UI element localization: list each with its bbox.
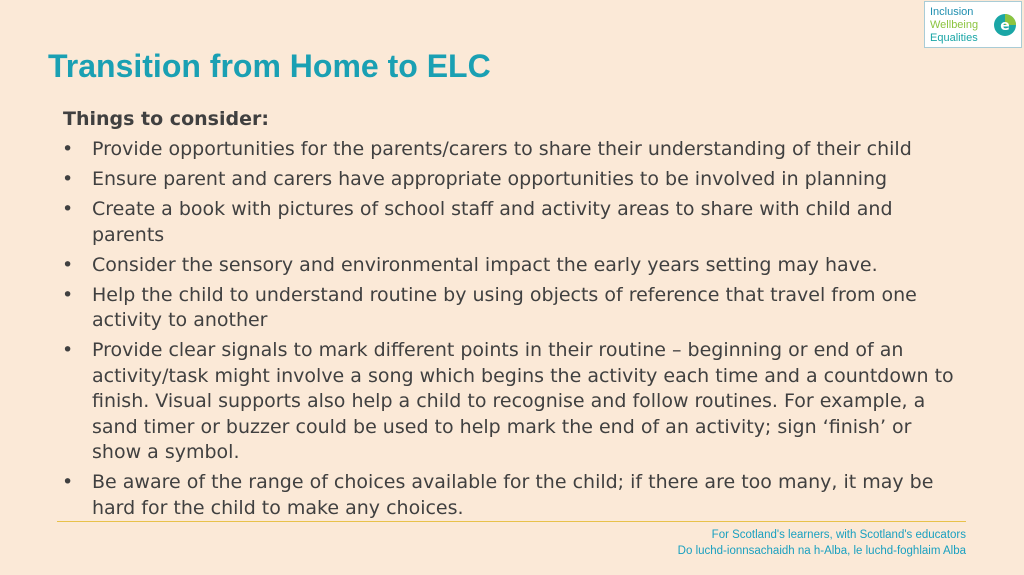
footer-tagline-english: For Scotland's learners, with Scotland's educators	[711, 529, 966, 541]
list-item-text: Consider the sensory and environmental impact the early years setting may have.	[92, 253, 878, 276]
education-scotland-logo	[924, 1, 1022, 48]
logo-line-wellbeing: Wellbeing	[930, 19, 979, 31]
list-item-text: Help the child to understand routine by using objects of reference that travel from one activity to another	[92, 283, 917, 331]
bullet-icon: •	[62, 198, 74, 220]
bullet-icon: •	[62, 471, 74, 493]
logo-mark-icon	[993, 11, 1017, 39]
bullet-icon: •	[62, 138, 74, 160]
footer-divider	[57, 521, 966, 522]
bullet-icon: •	[62, 168, 74, 190]
list-item	[62, 137, 962, 163]
list-item	[62, 167, 962, 193]
list-item-text: Ensure parent and carers have appropriate opportunities to be involved in planning	[92, 168, 888, 190]
logo-line-inclusion: Inclusion	[930, 6, 974, 18]
list-item	[62, 283, 962, 334]
bullet-icon: •	[62, 253, 74, 276]
bullet-icon: •	[62, 283, 74, 306]
list-item-text: Create a book with pictures of school staff and activity areas to share with child and parents	[92, 198, 893, 246]
logo-text	[930, 6, 978, 45]
footer-tagline	[678, 527, 966, 559]
list-item	[62, 470, 962, 521]
list-item	[62, 338, 962, 466]
footer-tagline-gaelic: Do luchd-ionnsachaidh na h-Alba, le luchd-foghlaim Alba	[677, 545, 966, 557]
list-item-text: Provide clear signals to mark different points in their routine – beginning or end of an activity/task might involve a song which begins the activity each time and a countdown to finish. Visual supports also help a child to recognise and follow routines. For example, a sand timer or buzzer could be used to help mark the end of an activity; sign ‘finish’ or show a symbol.	[92, 339, 954, 463]
consideration-list	[62, 137, 962, 526]
logo-line-equalities: Equalities	[930, 32, 978, 44]
list-item-text: Be aware of the range of choices available for the child; if there are too many, it may be hard for the child to make any choices.	[92, 471, 934, 519]
bullet-icon: •	[62, 339, 74, 361]
slide-title: Transition from Home to ELC	[48, 48, 491, 84]
list-item	[62, 197, 962, 248]
svg-text:e: e	[1000, 18, 1010, 34]
list-item	[62, 253, 962, 279]
list-item-text: Provide opportunities for the parents/carers to share their understanding of their child	[92, 138, 912, 160]
things-to-consider-heading: Things to consider:	[63, 108, 269, 130]
